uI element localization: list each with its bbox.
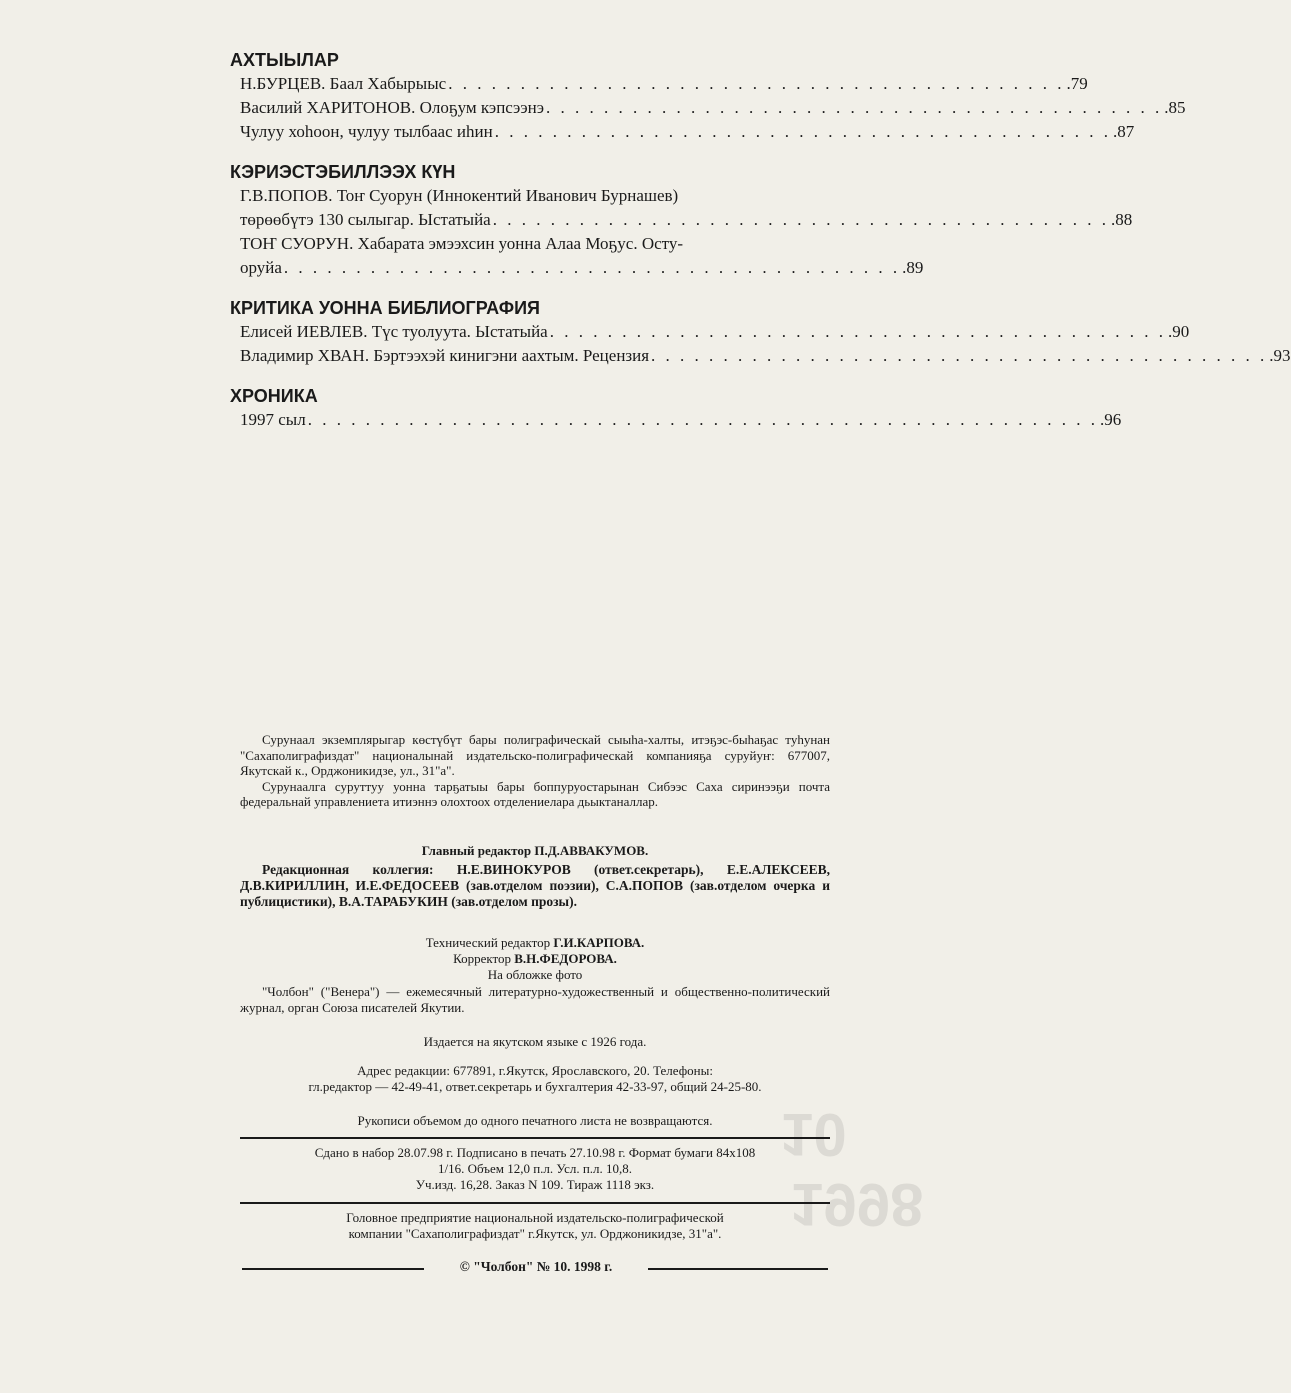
entry-page: .79 (1066, 74, 1088, 93)
journal-description-text: "Чолбон" ("Венера") — ежемесячный литературно-художественный и общественно-политический журнал, орган Союза писателей Якутии. (240, 984, 830, 1015)
subscription-note (240, 732, 830, 810)
toc-section (230, 296, 1291, 368)
dot-leader: . . . . . . . . . . . . . . . . . . . . . . . . . . . . . . . . . . . . . . . . . . . (448, 74, 1065, 93)
subscription-paragraph: Сурунаал экземплярыгар көстүбүт бары полиграфическай сыыһа-халты, итэҕэс-быһаҕас туһунан "Сахаполиграфиздат" националынай издательско-полиграфическай компанияҕа суруйуҥ: 677007, Якутскай к., Орджоникидзе, ул., 31"а". (240, 732, 830, 778)
publisher-line: компании "Сахаполиграфиздат" г.Якутск, ул. Орджоникидзе, 31"а". (348, 1226, 722, 1241)
corrector-name: В.Н.ФЕДОРОВА. (514, 951, 617, 966)
entry-page: .93 (1269, 346, 1291, 365)
toc-entry (240, 120, 1135, 144)
entry-text: Чулуу хоһоон, чулуу тылбаас иһин (240, 122, 493, 141)
editorial-board-text: Редакционная коллегия: Н.Е.ВИНОКУРОВ (ответ.секретарь), Е.Е.АЛЕКСЕЕВ, Д.В.КИРИЛЛИН, И.Е.ФЕДОСЕЕВ (зав.отделом поэзии), С.А.ПОПОВ (зав.отделом очерка и публицистики), В.А.ТАРАБУКИН (зав.отделом прозы). (240, 862, 830, 909)
toc-entry (240, 208, 1133, 232)
published-since: Издается на якутском языке с 1926 года. (423, 1034, 647, 1049)
corrector-label: Корректор (453, 951, 512, 966)
corrector-line (240, 951, 830, 967)
entry-page: .89 (902, 258, 924, 277)
entry-page: .87 (1112, 122, 1135, 141)
copyright: © "Чолбон" № 10. 1998 г. (459, 1259, 613, 1274)
entry-page: .88 (1110, 210, 1133, 229)
tech-editor-label: Технический редактор (425, 935, 551, 950)
publisher-line: Головное предприятие национальной издательско-полиграфической (346, 1210, 724, 1225)
print-details-line: Уч.изд. 16,28. Заказ N 109. Тираж 1118 экз. (415, 1177, 655, 1192)
divider (242, 1268, 424, 1270)
toc-section (230, 48, 1186, 144)
editorial-board (240, 862, 830, 910)
entry-text: 1997 сыл (240, 410, 306, 429)
dot-leader: . . . . . . . . . . . . . . . . . . . . . . . . . . . . . . . . . . . . . . . . . . . (549, 322, 1166, 341)
bleed-through-mark: 10 (780, 1101, 847, 1168)
dot-leader: . . . . . . . . . . . . . . . . . . . . . . . . . . . . . . . . . . . . . . . . . . . (494, 122, 1111, 141)
toc-entry (240, 344, 1291, 368)
entry-page: .96 (1099, 410, 1122, 429)
toc-entry (240, 408, 1122, 432)
entry-text: оруйа (240, 258, 282, 277)
toc-section (230, 160, 1133, 280)
editorial-address: Адрес редакции: 677891, г.Якутск, Ярославского, 20. Телефоны: (357, 1063, 713, 1078)
toc-entry (240, 184, 848, 208)
entry-page: .85 (1164, 98, 1186, 117)
editorial-phones: гл.редактор — 42-49-41, ответ.секретарь и бухгалтерия 42-33-97, общий 24-25-80. (308, 1079, 762, 1094)
entry-text: Н.БУРЦЕВ. Баал Хабырыыс (240, 74, 447, 93)
entry-text: ТОҤ СУОРУН. Хабарата эмээхсин уонна Алаа Моҕус. Осту- (240, 234, 684, 253)
entry-text: Г.В.ПОПОВ. Тоҥ Суорун (Иннокентий Иванович Бурнашев) (240, 186, 679, 205)
tech-editor-name: Г.И.КАРПОВА. (553, 935, 645, 950)
toc-entry (240, 72, 1088, 96)
section-title: ХРОНИКА (230, 386, 318, 406)
entry-page: .90 (1167, 322, 1190, 341)
print-details-line: 1/16. Объем 12,0 п.л. Усл. п.л. 10,8. (437, 1161, 633, 1176)
bleed-through-mark: 1998 (790, 1171, 924, 1238)
divider (648, 1268, 828, 1270)
entry-text: Василий ХАРИТОНОВ. Олоҕум кэпсээнэ (240, 98, 545, 117)
print-details-line: Сдано в набор 28.07.98 г. Подписано в печать 27.10.98 г. Формат бумаги 84х108 (314, 1145, 756, 1160)
dot-leader: . . . . . . . . . . . . . . . . . . . . . . . . . . . . . . . . . . . . . . . . . . . . . . . . . . . . . . . (307, 410, 1098, 429)
cover-photo-line: На обложке фото (487, 967, 583, 982)
section-title: КЭРИЭСТЭБИЛЛЭЭХ КҮН (230, 162, 456, 182)
dot-leader: . . . . . . . . . . . . . . . . . . . . . . . . . . . . . . . . . . . . . . . . . . . (546, 98, 1163, 117)
toc-entry (240, 96, 1186, 120)
dot-leader: . . . . . . . . . . . . . . . . . . . . . . . . . . . . . . . . . . . . . . . . . . . (492, 210, 1109, 229)
section-title: КРИТИКА УОННА БИБЛИОГРАФИЯ (230, 298, 540, 318)
divider (240, 1137, 830, 1139)
entry-text: төрөөбүтэ 130 сылыгар. Ыстатыйа (240, 210, 491, 229)
subscription-paragraph: Сурунаалга суруттуу уонна тарҕатыы бары боппуруостарынан Сибээс Саха сиринээҕи почта федеральнай управлениета итиэннэ олохтоох отделениелара дьыктаналлар. (240, 778, 830, 809)
toc-entry (240, 320, 1190, 344)
toc-entry (240, 232, 848, 256)
divider (240, 1202, 830, 1204)
chief-editor-label: Главный редактор (421, 843, 532, 858)
chief-editor-name: П.Д.АВВАКУМОВ. (534, 843, 649, 858)
toc-section (230, 384, 1122, 432)
dot-leader: . . . . . . . . . . . . . . . . . . . . . . . . . . . . . . . . . . . . . . . . . . . (651, 346, 1268, 365)
entry-text: Елисей ИЕВЛЕВ. Түс туолуута. Ыстатыйа (240, 322, 548, 341)
section-title: АХТЫЫЛАР (230, 50, 339, 70)
dot-leader: . . . . . . . . . . . . . . . . . . . . . . . . . . . . . . . . . . . . . . . . . . . (283, 258, 901, 277)
entry-text: Владимир ХВАН. Бэртээхэй кинигэни аахтым. Рецензия (240, 346, 650, 365)
tech-editor-line (240, 935, 830, 951)
toc-entry (240, 256, 924, 280)
chief-editor-line (240, 843, 830, 859)
manuscripts-note: Рукописи объемом до одного печатного листа не возвращаются. (357, 1113, 713, 1128)
journal-description (240, 984, 830, 1015)
